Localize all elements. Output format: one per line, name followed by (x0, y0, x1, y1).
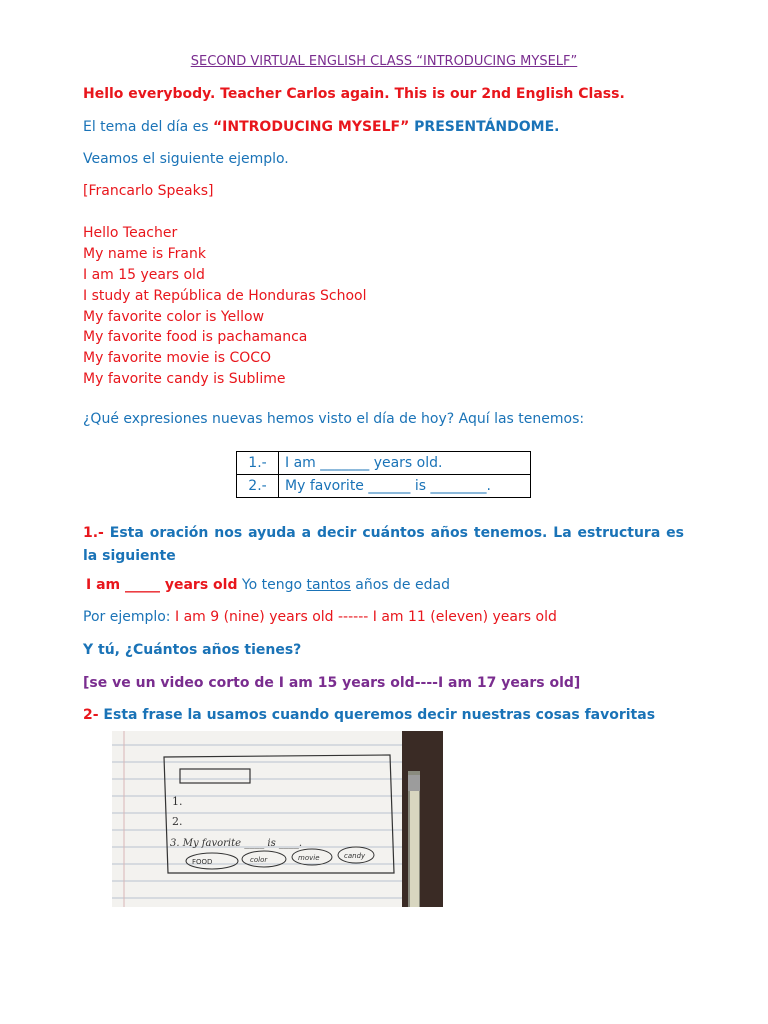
sketch-bubble-label: movie (298, 854, 320, 862)
table-cell-text: My favorite ______ is ________. (279, 475, 531, 498)
structure-spanish-before: Yo tengo (237, 577, 307, 593)
sketch-bubble-label: color (250, 856, 268, 864)
structure-line (86, 577, 450, 593)
age-example-separator: ------ (333, 609, 373, 625)
example-line: My favorite color is Yellow (83, 309, 265, 325)
example-line: I am 15 years old (83, 267, 205, 283)
age-examples-label: Por ejemplo: (83, 609, 175, 625)
sketch-line: 1. (172, 795, 183, 808)
structure-english: I am _____ years old (86, 577, 238, 593)
topic-spanish: PRESENTÁNDOME. (409, 119, 560, 135)
example-line: My favorite candy is Sublime (83, 371, 286, 387)
example-line: My favorite food is pachamanca (83, 329, 308, 345)
greeting: Hello everybody. Teacher Carlos again. This is our 2nd English Class. (83, 86, 625, 102)
point-1-number: 1.- (83, 525, 104, 541)
example-line: My favorite movie is COCO (83, 350, 272, 366)
ask-age: Y tú, ¿Cuántos años tienes? (83, 642, 302, 658)
video-note: [se ve un video corto de I am 15 years old----I am 17 years old] (83, 675, 581, 691)
table-cell-num: 2.- (237, 475, 279, 498)
point-2 (83, 707, 655, 723)
table-cell-num: 1.- (237, 452, 279, 475)
point-2-text: Esta frase la usamos cuando queremos decir nuestras cosas favoritas (98, 707, 656, 723)
notebook-sketch (112, 731, 443, 907)
sketch-bubble-label: candy (344, 852, 366, 860)
topic-line (83, 119, 560, 135)
speaker-name: Speaks] (157, 183, 214, 199)
sketch-bubble-label: FOOD (192, 858, 213, 866)
table-cell-text: I am _______ years old. (279, 452, 531, 475)
speaker-label (83, 183, 214, 199)
structure-spanish-after: años de edad (350, 577, 450, 593)
structure-spanish-underlined: tantos (306, 577, 351, 593)
question: ¿Qué expresiones nuevas hemos visto el día de hoy? Aquí las tenemos: (83, 411, 585, 427)
point-1-text: Esta oración nos ayuda a decir cuántos años tenemos. La estructura es la siguiente (83, 525, 684, 564)
expressions-table (236, 451, 531, 498)
point-2-number: 2- (83, 707, 99, 723)
point-1 (83, 522, 684, 568)
sketch-line: 2. (172, 815, 183, 828)
table-row (237, 452, 531, 475)
table-row (237, 475, 531, 498)
age-examples (83, 609, 557, 625)
example-line: My name is Frank (83, 246, 206, 262)
speaker-open: [Francarlo (83, 183, 158, 199)
example-intro: Veamos el siguiente ejemplo. (83, 151, 289, 167)
sketch-line: 3. My favorite ____ is ____. (170, 838, 303, 849)
example-line: Hello Teacher (83, 225, 178, 241)
age-example-1: I am 9 (nine) years old (174, 609, 334, 625)
topic-english: “INTRODUCING MYSELF” (212, 119, 410, 135)
age-example-2: I am 11 (eleven) years old (372, 609, 557, 625)
example-line: I study at República de Honduras School (83, 288, 367, 304)
document-title: SECOND VIRTUAL ENGLISH CLASS “INTRODUCING MYSELF” (190, 54, 578, 69)
topic-prefix: El tema del día es (83, 119, 213, 135)
notebook-photo (112, 731, 443, 907)
